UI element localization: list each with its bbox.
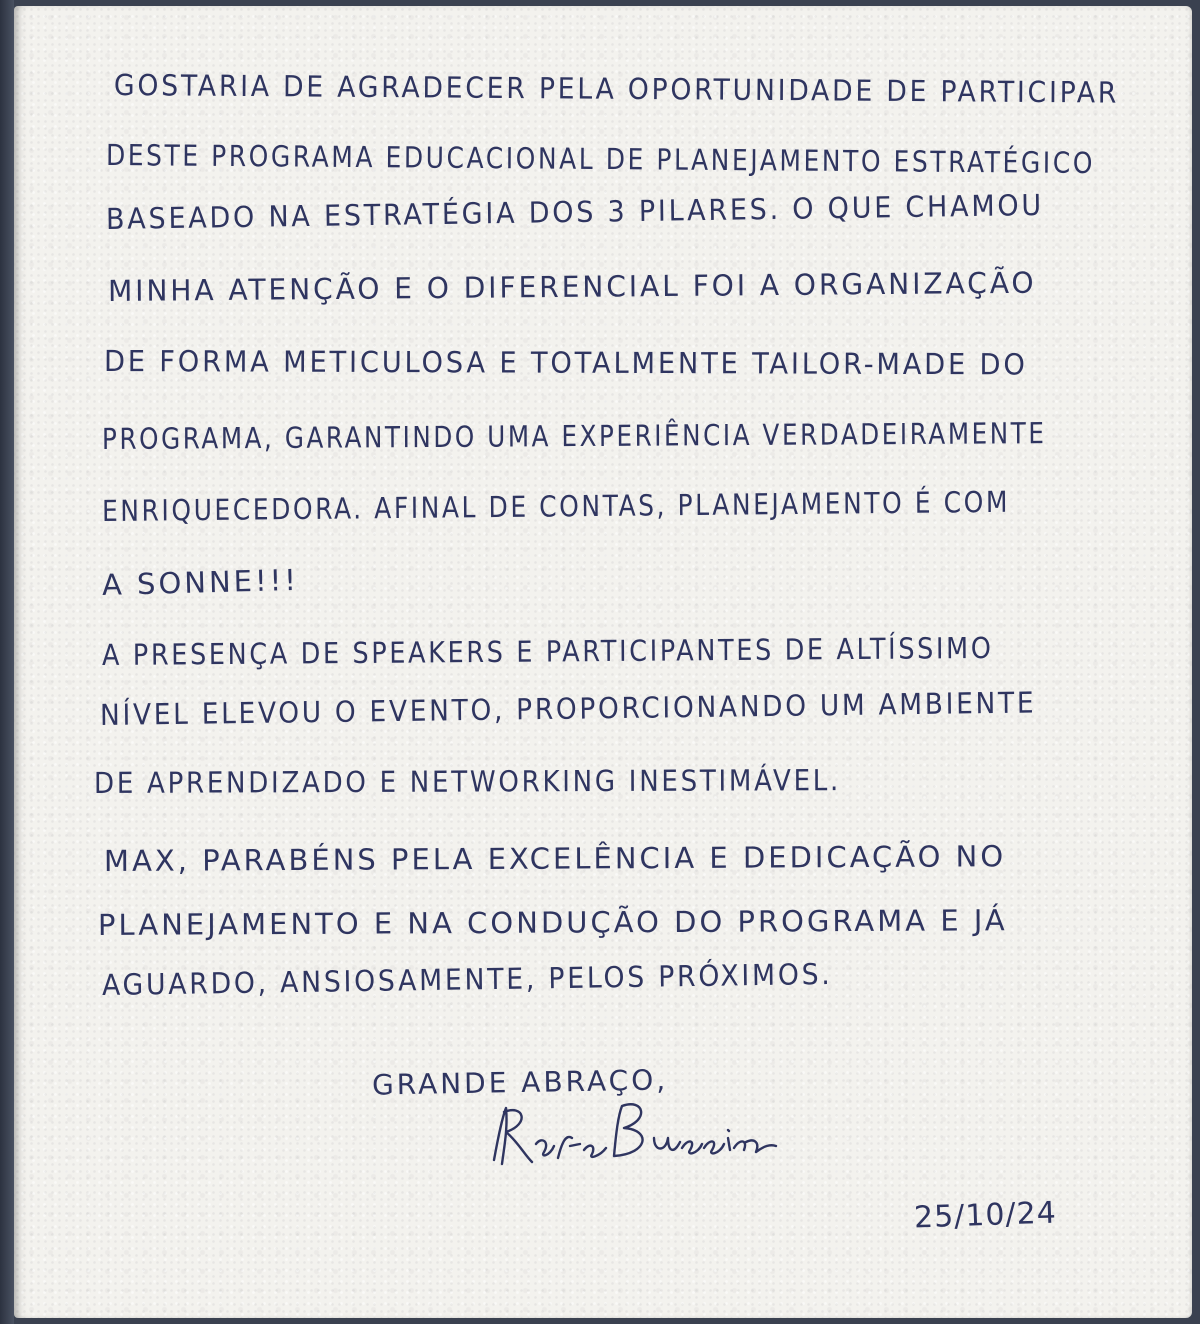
letter-date: 25/10/24 xyxy=(913,1195,1058,1236)
letter-line-9: A PRESENÇA DE SPEAKERS E PARTICIPANTES DE ALTÍSSIMO xyxy=(101,630,994,672)
letter-line-7: ENRIQUECEDORA. AFINAL DE CONTAS, PLANEJAMENTO É COM xyxy=(101,484,1011,528)
notebook-binding xyxy=(0,0,14,1324)
notebook-page xyxy=(14,6,1192,1318)
letter-line-2: DESTE PROGRAMA EDUCACIONAL DE PLANEJAMENTO ESTRATÉGICO xyxy=(105,138,1096,181)
letter-line-14: AGUARDO, ANSIOSAMENTE, PELOS PRÓXIMOS. xyxy=(101,956,833,1002)
letter-line-6: PROGRAMA, GARANTINDO UMA EXPERIÊNCIA VERDADEIRAMENTE xyxy=(101,416,1047,456)
letter-line-13: PLANEJAMENTO E NA CONDUÇÃO DO PROGRAMA E JÁ xyxy=(97,903,1008,942)
letter-line-1: GOSTARIA DE AGRADECER PELA OPORTUNIDADE DE PARTICIPAR xyxy=(113,68,1120,110)
closing-text: GRANDE ABRAÇO, xyxy=(371,1063,669,1102)
letter-line-3: BASEADO NA ESTRATÉGIA DOS 3 PILARES. O QUE CHAMOU xyxy=(105,187,1045,236)
letter-line-12: MAX, PARABÉNS PELA EXCELÊNCIA E DEDICAÇÃO NO xyxy=(103,839,1007,878)
handwritten-signature xyxy=(484,1098,784,1178)
letter-line-4: MINHA ATENÇÃO E O DIFERENCIAL FOI A ORGANIZAÇÃO xyxy=(107,265,1037,308)
letter-line-10: NÍVEL ELEVOU O EVENTO, PROPORCIONANDO UM AMBIENTE xyxy=(99,685,1037,732)
letter-line-11: DE APRENDIZADO E NETWORKING INESTIMÁVEL. xyxy=(93,763,842,800)
letter-line-8: A SONNE!!! xyxy=(101,562,300,602)
letter-line-5: DE FORMA METICULOSA E TOTALMENTE TAILOR-MADE DO xyxy=(103,344,1028,382)
